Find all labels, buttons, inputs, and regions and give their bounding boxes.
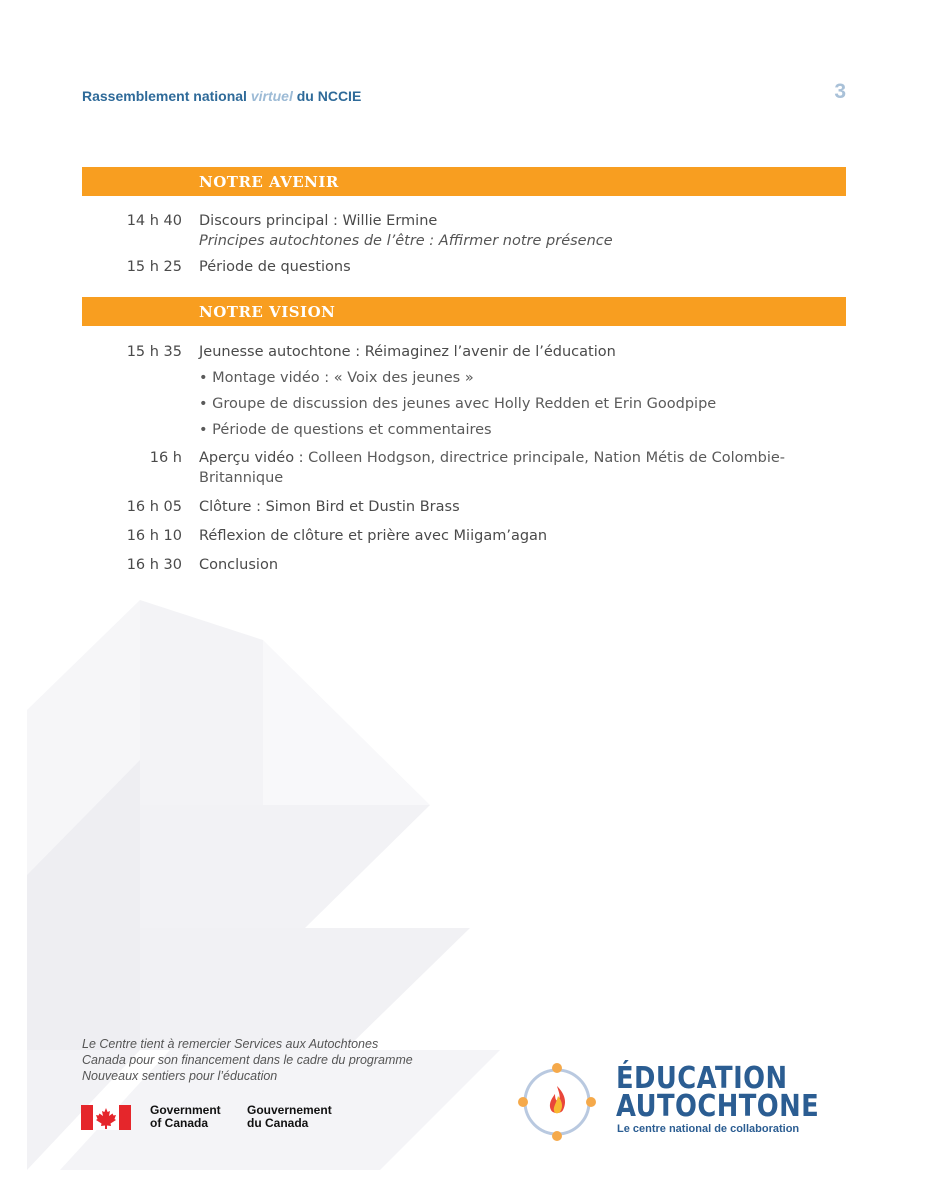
canada-flag-icon: [81, 1105, 131, 1130]
section-title: NOTRE VISION: [199, 303, 336, 321]
brand-tagline: Le centre national de collaboration: [617, 1123, 800, 1135]
agenda-title: Réflexion de clôture et prière avec Miigam’agan: [199, 528, 548, 544]
agenda-item: [82, 448, 846, 488]
agenda-title: Clôture : Simon Bird et Dustin Brass: [199, 499, 460, 515]
agenda-item: [82, 211, 846, 253]
brand-wordmark-line1: ÉDUCATION: [616, 1061, 788, 1096]
bullet-text: Groupe de discussion des jeunes avec Holly Redden et Erin Goodpipe: [212, 396, 717, 412]
flame-circle-logo-icon: [515, 1060, 599, 1144]
brand-wordmark-line2: AUTOCHTONE: [616, 1089, 820, 1124]
funding-acknowledgement: [82, 1036, 482, 1084]
agenda-time: 16 h 10: [126, 528, 182, 544]
header-title-accent: virtuel: [250, 88, 293, 104]
agenda-time: 16 h 30: [126, 557, 182, 573]
bullet-text: Période de questions et commentaires: [212, 422, 492, 438]
agenda-bullet: • Période de questions et commentaires: [199, 422, 492, 438]
footer-line: Le Centre tient à remercier Services aux Autochtones: [82, 1037, 379, 1051]
agenda-title: Période de questions: [199, 259, 351, 275]
agenda-time: 16 h: [149, 450, 182, 466]
gov-en-line: Government: [150, 1103, 221, 1117]
agenda-bullet: • Montage vidéo : « Voix des jeunes »: [199, 370, 474, 386]
agenda-title: Conclusion: [199, 557, 279, 573]
agenda-item: [82, 497, 846, 517]
section-bar-notre-vision: [82, 297, 846, 326]
footer-line: Nouveaux sentiers pour l’éducation: [82, 1069, 278, 1083]
agenda-item: [82, 257, 846, 277]
gov-fr-line: Gouvernement: [247, 1103, 332, 1117]
agenda-item: [82, 342, 846, 362]
gouvernement-du-canada-wordmark: [247, 1104, 332, 1130]
agenda-time: 15 h 25: [126, 259, 182, 275]
gov-en-line: of Canada: [150, 1116, 209, 1130]
header-title-suffix: du NCCIE: [292, 88, 362, 104]
agenda-item: [82, 526, 846, 546]
page-number: 3: [834, 80, 846, 103]
agenda-subtitle: Principes autochtones de l’être : Affirmer notre présence: [199, 233, 613, 249]
agenda-title: Aperçu vidéo :: [199, 450, 304, 466]
bullet-text: Montage vidéo : « Voix des jeunes »: [212, 370, 474, 386]
agenda-time: 15 h 35: [126, 344, 182, 360]
footer-line: Canada pour son financement dans le cadre du programme: [82, 1053, 413, 1067]
agenda-title: Jeunesse autochtone : Réimaginez l’avenir de l’éducation: [199, 344, 616, 360]
agenda-time: 14 h 40: [126, 213, 182, 229]
gov-fr-line: du Canada: [247, 1116, 309, 1130]
agenda-bullet: • Groupe de discussion des jeunes avec Holly Redden et Erin Goodpipe: [199, 396, 717, 412]
section-title: NOTRE AVENIR: [199, 173, 339, 191]
agenda-time: 16 h 05: [126, 499, 182, 515]
document-header: [82, 88, 361, 104]
agenda-title: Discours principal : Willie Ermine: [199, 213, 438, 229]
section-bar-notre-avenir: [82, 167, 846, 196]
agenda-item: [82, 555, 846, 575]
government-of-canada-wordmark: [150, 1104, 221, 1130]
header-title-prefix: Rassemblement national: [82, 88, 251, 104]
agenda-detail: Colleen Hodgson, directrice principale, Nation Métis de Colombie-Britannique: [199, 450, 786, 486]
